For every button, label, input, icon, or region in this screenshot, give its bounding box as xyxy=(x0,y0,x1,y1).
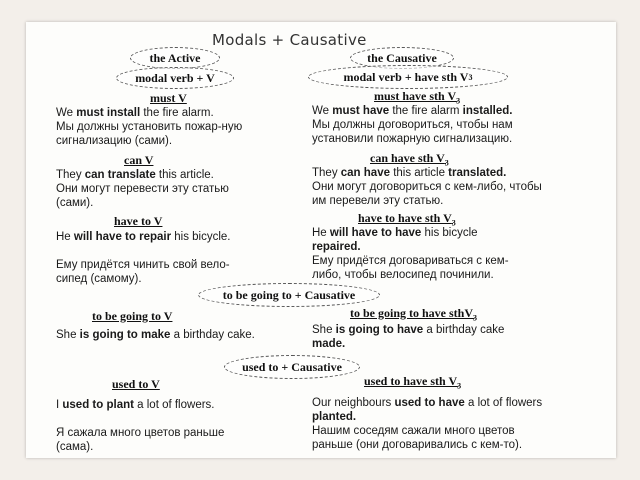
left-heading-4: to be going to V xyxy=(92,309,173,323)
left-sentence-5: I used to plant a lot of flowers. Я сажала много цветов раньше (сама). xyxy=(56,399,225,453)
oval-modal-v: modal verb + V xyxy=(116,67,234,89)
oval-going: to be going to + Causative xyxy=(198,283,380,307)
left-heading-5: used to V xyxy=(112,377,160,391)
right-heading-2: can have sth $V_3$ xyxy=(370,151,449,168)
left-heading-1: must V xyxy=(150,91,187,105)
oval-used: used to + Causative xyxy=(224,355,360,379)
left-sentence-3: He will have to repair his bicycle. Ему придётся чинить свой вело-сипед (самому). xyxy=(56,231,231,285)
oval-causative: the Causative xyxy=(350,47,454,69)
left-heading-2: can V xyxy=(124,153,154,167)
right-heading-5: used to have sth $V_3$ xyxy=(364,374,462,391)
right-sentence-2: They can have this article translated. Они могут договориться с кем-либо, чтобы им перевели эту статью. xyxy=(312,167,542,207)
oval-modal-have: modal verb + have sth V 3 xyxy=(308,65,508,89)
left-sentence-1: We must install the fire alarm. Мы должны установить пожар-ную сигнализацию (сами). xyxy=(56,107,243,147)
right-sentence-1: We must have the fire alarm installed. Мы должны договориться, чтобы нам установили пожарную сигнализацию. xyxy=(312,105,513,145)
left-sentence-4: She is going to make a birthday cake. xyxy=(56,329,255,341)
right-sentence-4: She is going to have a birthday cake made. xyxy=(312,324,505,350)
right-sentence-3: He will have to have his bicycle repaired. Ему придётся договариваться с кем-либо, чтобы велосипед починили. xyxy=(312,227,509,281)
right-heading-4: to be going to have sthV$_3$ xyxy=(350,306,478,323)
page-title: Modals + Causative xyxy=(212,31,367,49)
right-heading-3: have to have sth $V_3$ xyxy=(358,211,456,228)
left-sentence-2: They can translate this article. Они могут перевести эту статью (сами). xyxy=(56,169,229,209)
right-sentence-5: Our neighbours used to have a lot of flowers planted. Нашим соседям сажали много цветов раньше (они договаривались с кем-то). xyxy=(312,397,543,451)
left-heading-3: have to V xyxy=(114,214,163,228)
right-heading-1: must have sth $V_3$ xyxy=(374,89,461,106)
oval-active: the Active xyxy=(130,47,220,69)
